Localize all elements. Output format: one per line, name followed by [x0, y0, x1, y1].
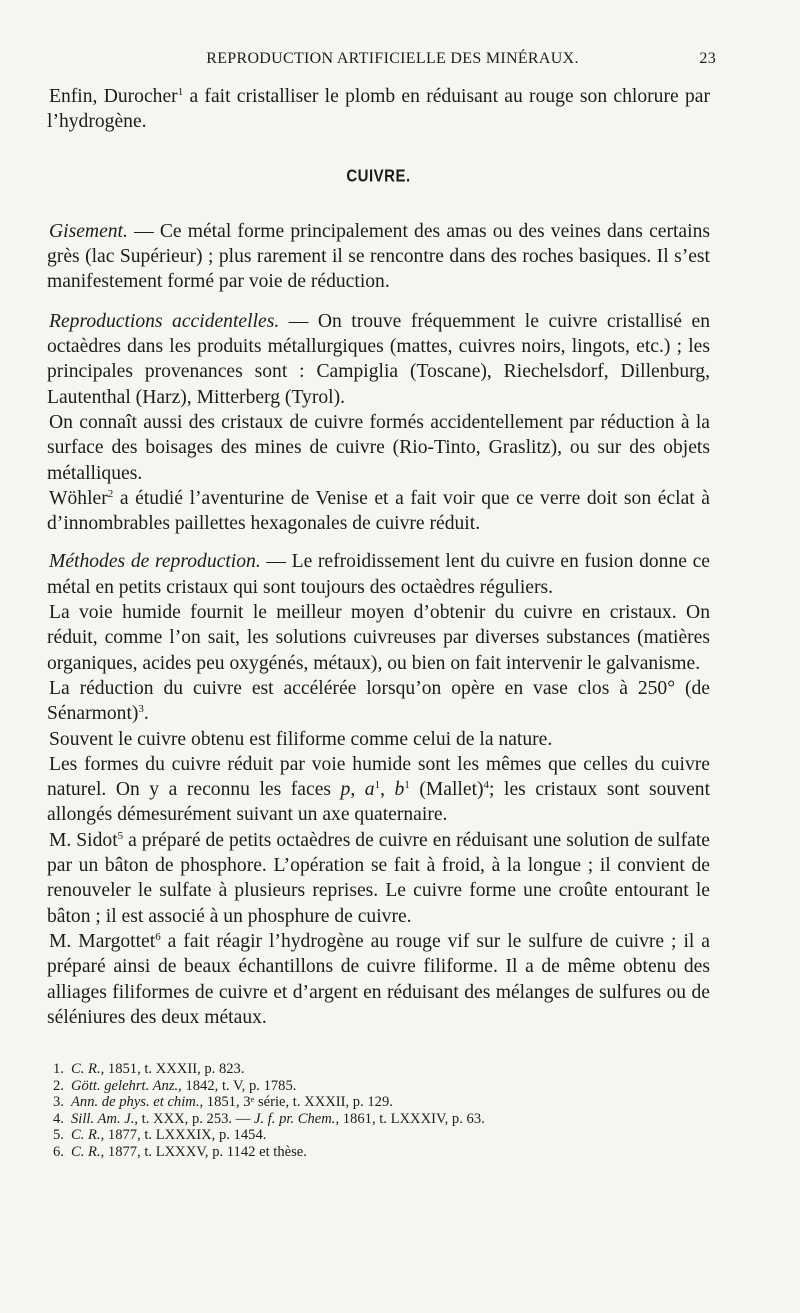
margottet-text-cont: a fait réagir l’hydrogène au rouge vif sur le sulfure de cuivre ; il a préparé ainsi de beaux échantillons de cuivre filiforme. Il a de même obtenu des alliages filiformes de cuivre et d’argent en réduisant des mélanges de sulfures ou de séléniures des deux métaux.	[47, 930, 710, 1028]
footnote-number: 2.	[53, 1077, 64, 1094]
mallet-text: (Mallet)	[409, 779, 484, 801]
methodes-paragraph-6	[47, 828, 710, 929]
senarmont-text-cont: .	[143, 703, 149, 725]
sidot-text: M. Sidot	[49, 829, 118, 851]
footnote-ref: , 1851, t. XXXII, p. 823.	[100, 1061, 245, 1078]
faces-text: Les formes du cuivre réduit par voie humide sont les mêmes que celles du cuivre naturel. On y a reconnu les faces	[47, 753, 710, 801]
footnote-number: 6.	[53, 1144, 64, 1161]
intro-paragraph	[47, 84, 710, 135]
footnote	[53, 1127, 710, 1144]
faces-text-cont: ; les cristaux sont souvent allongés démesurément suivant un axe quaternaire.	[47, 779, 711, 826]
reproductions-label: Reproductions accidentelles.	[49, 310, 280, 332]
footnote-ref: , 1851, 3ᵉ série, t. XXXII, p. 129.	[199, 1094, 393, 1111]
reproductions-text: — On trouve fréquemment le cuivre cristallisé en octaèdres dans les produits métallurgiques (mattes, cuivres noirs, lingots, etc.) ; les principales provenances sont : Campiglia (Toscane), Riechelsdorf, Dillenburg, Lautenthal (Harz), Mitterberg (Tyrol).	[47, 310, 710, 408]
page-number: 23	[699, 50, 716, 67]
face-b: b	[394, 779, 405, 801]
footnote	[53, 1144, 710, 1161]
footnotes	[47, 1061, 710, 1161]
footnote	[53, 1094, 710, 1111]
footnote-source-2: J. f. pr. Chem.	[253, 1110, 336, 1127]
methodes-label: Méthodes de reproduction.	[49, 551, 261, 573]
footnote-ref-1: 1	[177, 86, 184, 98]
document-page	[47, 50, 716, 1161]
footnote-ref: , 1877, t. LXXXIX, p. 1454.	[100, 1127, 267, 1144]
footnote-source: Ann. de phys. et chim.	[71, 1094, 200, 1111]
reproductions-paragraph	[47, 309, 710, 410]
section-title: CUIVRE.	[346, 166, 411, 186]
methodes-paragraph-5: Les formes du cuivre réduit par voie humide sont les mêmes que celles du cuivre naturel. On y a reconnu les faces p, $a^1$, $b^1$ (Mallet)$^4$; les cristaux sont souvent allongés démesurément suivant un axe quaternaire.	[47, 753, 711, 826]
footnote-source: C. R.	[71, 1127, 101, 1144]
footnote-ref: , 1877, t. LXXXV, p. 1142 et thèse.	[100, 1144, 307, 1161]
footnote-source: C. R.	[71, 1144, 101, 1161]
footnote-ref-2: 2	[107, 487, 114, 500]
intro-text: Enfin, Durocher	[49, 86, 178, 107]
sidot-text-cont: a préparé de petits octaèdres de cuivre en réduisant une solution de sulfate par un bâton de phosphore. L’opération se fait à froid, à la longue ; il convient de renouveler le sulfate à plusieurs reprises. Le cuivre forme une croûte entourant le bâton ; il est associé à un phosphure de cuivre.	[47, 829, 710, 927]
gisement-text: — Ce métal forme principalement des amas ou des veines dans certains grès (lac Supérieur) ; plus rarement il se rencontre dans des roches basiques. Il s’est manifestement formé par voie de réduction.	[47, 220, 710, 293]
body-text	[47, 84, 710, 1030]
footnote	[53, 1078, 710, 1095]
footnote-ref-5: 5	[117, 829, 124, 842]
gisement-paragraph	[47, 219, 710, 295]
running-title: REPRODUCTION ARTIFICIELLE DES MINÉRAUX.	[206, 50, 579, 67]
gisement-label: Gisement.	[49, 220, 128, 242]
footnote-ref-2: , 1861, t. LXXXIV, p. 63.	[335, 1110, 485, 1127]
footnote-number: 1.	[53, 1061, 64, 1078]
footnote-number: 3.	[53, 1094, 64, 1111]
margottet-text: M. Margottet	[49, 930, 156, 952]
face-a: a	[364, 779, 375, 801]
reproductions-paragraph-3	[47, 486, 710, 537]
face-p: p	[340, 779, 351, 801]
intro-text-cont: a fait cristalliser le plomb en réduisant au rouge son chlorure par l’hydrogène.	[47, 86, 710, 133]
running-header	[47, 50, 716, 74]
methodes-paragraph	[47, 549, 710, 600]
footnote-ref-6: 6	[155, 930, 161, 943]
footnote-ref: , t. XXX, p. 253. —	[134, 1110, 254, 1127]
footnote-number: 5.	[53, 1127, 64, 1144]
footnote-source: C. R.	[71, 1061, 101, 1078]
methodes-paragraph-2: La voie humide fournit le meilleur moyen d’obtenir du cuivre en cristaux. On réduit, comme l’on sait, les solutions cuivreuses par diverses substances (matières organiques, acides peu oxygénés, métaux), ou bien on fait intervenir le galvanisme.	[47, 602, 710, 674]
face-a-sup: 1	[374, 779, 381, 792]
face-b-sup: 1	[404, 779, 410, 792]
footnote-number: 4.	[53, 1110, 64, 1127]
footnote-source: Sill. Am. J.	[71, 1110, 135, 1127]
reproductions-paragraph-2: On connaît aussi des cristaux de cuivre formés accidentellement par réduction à la surface des boisages des mines de cuivre (Rio-Tinto, Graslitz), ou sur des objets métalliques.	[47, 411, 710, 484]
footnote-ref-4: 4	[483, 779, 490, 792]
footnote	[53, 1061, 710, 1078]
footnote-ref-3: 3	[138, 703, 144, 716]
senarmont-text: La réduction du cuivre est accélérée lorsqu’on opère en vase clos à 250° (de Sénarmont)	[47, 677, 710, 725]
methodes-text: — Le refroidissement lent du cuivre en fusion donne ce métal en petits cristaux qui sont toujours des octaèdres réguliers.	[47, 551, 710, 598]
wohler-text: Wöhler	[49, 487, 108, 509]
methodes-paragraph-7	[47, 929, 710, 1030]
methodes-paragraph-4: Souvent le cuivre obtenu est filiforme comme celui de la nature.	[49, 728, 553, 750]
wohler-text-cont: a étudié l’aventurine de Venise et a fait voir que ce verre doit son éclat à d’innombrables paillettes hexagonales de cuivre réduit.	[47, 487, 710, 535]
footnote	[53, 1111, 710, 1128]
footnote-source: Gött. gelehrt. Anz.	[71, 1077, 179, 1094]
methodes-paragraph-3	[47, 676, 710, 727]
footnote-ref: , 1842, t. V, p. 1785.	[178, 1077, 297, 1094]
